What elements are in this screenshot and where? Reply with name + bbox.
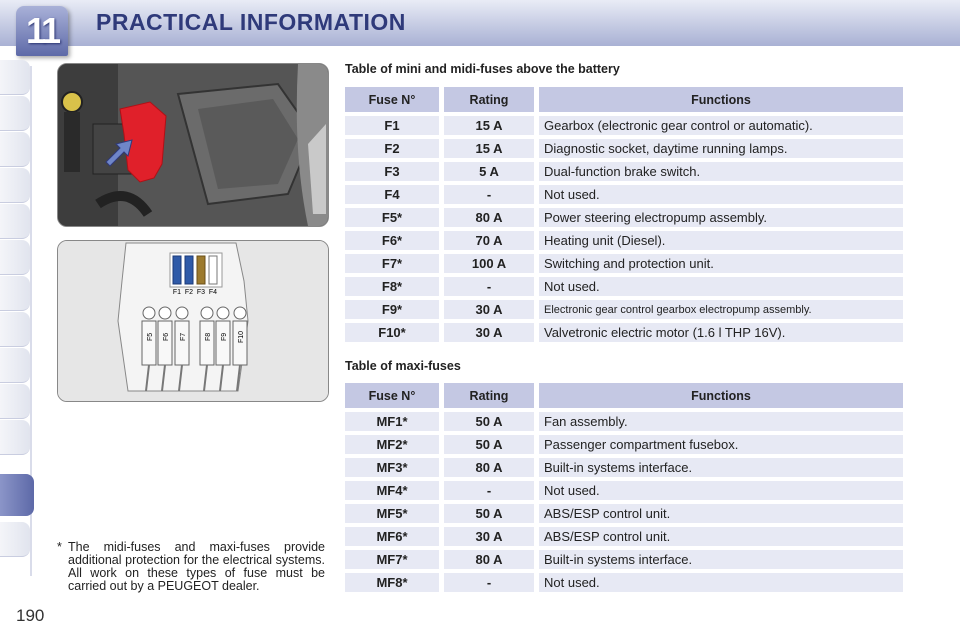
fuse-function: Power steering electropump assembly. <box>539 208 903 227</box>
fusebox-diagram <box>57 240 329 402</box>
table-row <box>345 573 903 592</box>
table-row <box>345 162 903 181</box>
maxi-table-title: Table of maxi-fuses <box>345 359 461 373</box>
mini-midi-table-title: Table of mini and midi-fuses above the battery <box>345 62 620 76</box>
fuse-number: F2 <box>345 139 439 158</box>
fuse-number: F6* <box>345 231 439 250</box>
fuse-function: Heating unit (Diesel). <box>539 231 903 250</box>
fuse-number: F8* <box>345 277 439 296</box>
footnote-text: The midi-fuses and maxi-fuses provide additional protection for the electrical systems. All work on these types of fuse must be carried out by a PEUGEOT dealer. <box>68 540 325 593</box>
fuse-f1 <box>173 256 181 284</box>
fuse-function: Not used. <box>539 185 903 204</box>
chapter-tab[interactable] <box>0 522 30 557</box>
fuse-number: MF6* <box>345 527 439 546</box>
fuse-function: Valvetronic electric motor (1.6 l THP 16V). <box>539 323 903 342</box>
header-functions: Functions <box>539 87 903 112</box>
fuse-f4 <box>209 256 217 284</box>
diagram-label-f5: F5 <box>147 332 154 341</box>
table-row <box>345 231 903 250</box>
table-row <box>345 300 903 319</box>
fusebox-diagram-svg <box>58 241 328 401</box>
fuse-function: Not used. <box>539 573 903 592</box>
diagram-label-f4: F4 <box>208 289 218 296</box>
chapter-tab[interactable] <box>0 384 30 419</box>
fuse-rating: 30 A <box>444 323 534 342</box>
fuse-function: Not used. <box>539 277 903 296</box>
header-rating: Rating <box>444 87 534 112</box>
header-fuse-number: Fuse N° <box>345 383 439 408</box>
fuse-rating: 100 A <box>444 254 534 273</box>
chapter-tab[interactable] <box>0 204 30 239</box>
fuse-number: F1 <box>345 116 439 135</box>
fuse-number: MF4* <box>345 481 439 500</box>
fuse-rating: - <box>444 573 534 592</box>
diagram-label-f2: F2 <box>184 289 194 296</box>
chapter-badge <box>16 6 68 56</box>
fuse-number: MF8* <box>345 573 439 592</box>
table-row <box>345 139 903 158</box>
fuse-number: MF2* <box>345 435 439 454</box>
chapter-tab-active[interactable] <box>0 474 34 516</box>
chapter-tab[interactable] <box>0 168 30 203</box>
diagram-label-f7: F7 <box>180 332 187 341</box>
fuse-number: F5* <box>345 208 439 227</box>
page-number: 190 <box>16 606 45 625</box>
table-row <box>345 458 903 477</box>
fuse-number: MF5* <box>345 504 439 523</box>
fuse-rating: 70 A <box>444 231 534 250</box>
table-row <box>345 323 903 342</box>
fuse-function: ABS/ESP control unit. <box>539 527 903 546</box>
chapter-tab[interactable] <box>0 312 30 347</box>
fuse-function: Electronic gear control gearbox electropump assembly. <box>539 300 903 319</box>
table-row <box>345 550 903 569</box>
chapter-tab[interactable] <box>0 420 30 455</box>
table-row <box>345 481 903 500</box>
header-fuse-number: Fuse N° <box>345 87 439 112</box>
chapter-tab[interactable] <box>0 132 30 167</box>
table-row <box>345 435 903 454</box>
fuse-function: Built-in systems interface. <box>539 458 903 477</box>
fuse-rating: 80 A <box>444 208 534 227</box>
fuse-rating: - <box>444 481 534 500</box>
fuse-number: F3 <box>345 162 439 181</box>
fuse-function: Passenger compartment fusebox. <box>539 435 903 454</box>
mini-midi-fuse-table <box>345 87 903 346</box>
diagram-label-f6: F6 <box>163 332 170 341</box>
fuse-rating: 50 A <box>444 504 534 523</box>
fuse-function: ABS/ESP control unit. <box>539 504 903 523</box>
fuse-rating: 50 A <box>444 435 534 454</box>
table-row <box>345 412 903 431</box>
fuse-number: MF3* <box>345 458 439 477</box>
fuse-function: Dual-function brake switch. <box>539 162 903 181</box>
page-title: PRACTICAL INFORMATION <box>96 9 406 35</box>
fuse-rating: - <box>444 185 534 204</box>
chapter-tab[interactable] <box>0 276 30 311</box>
fuse-rating: 30 A <box>444 527 534 546</box>
fuse-rating: 50 A <box>444 412 534 431</box>
diagram-label-f3: F3 <box>196 289 206 296</box>
fuse-function: Fan assembly. <box>539 412 903 431</box>
chapter-tab[interactable] <box>0 240 30 275</box>
fuse-f3 <box>197 256 205 284</box>
footnote <box>57 541 325 593</box>
header-rating: Rating <box>444 383 534 408</box>
chapter-tabs <box>0 60 34 580</box>
diagram-label-f10: F10 <box>238 330 245 343</box>
chapter-number: 11 <box>25 10 59 51</box>
fuse-rating: 80 A <box>444 458 534 477</box>
table-row <box>345 254 903 273</box>
diagram-label-f9: F9 <box>221 332 228 341</box>
fuse-function: Not used. <box>539 481 903 500</box>
fuse-number: MF7* <box>345 550 439 569</box>
fuse-number: F10* <box>345 323 439 342</box>
table-row <box>345 116 903 135</box>
fuse-rating: 15 A <box>444 139 534 158</box>
fuse-rating: 5 A <box>444 162 534 181</box>
maxi-fuse-table <box>345 383 903 596</box>
fuse-function: Switching and protection unit. <box>539 254 903 273</box>
fuse-number: F7* <box>345 254 439 273</box>
fuse-rating: 30 A <box>444 300 534 319</box>
table-header-row <box>345 87 903 112</box>
fuse-function: Built-in systems interface. <box>539 550 903 569</box>
fuse-number: F9* <box>345 300 439 319</box>
fuse-function: Diagnostic socket, daytime running lamps. <box>539 139 903 158</box>
fuse-rating: 80 A <box>444 550 534 569</box>
engine-bay-illustration <box>58 64 328 226</box>
diagram-label-f8: F8 <box>205 332 212 341</box>
chapter-tab[interactable] <box>0 96 30 131</box>
table-row <box>345 277 903 296</box>
fuse-rating: - <box>444 277 534 296</box>
diagram-label-f1: F1 <box>172 289 182 296</box>
table-row <box>345 504 903 523</box>
chapter-tab[interactable] <box>0 60 30 95</box>
fuse-function: Gearbox (electronic gear control or automatic). <box>539 116 903 135</box>
header-functions: Functions <box>539 383 903 408</box>
chapter-tab[interactable] <box>0 348 30 383</box>
engine-bay-photo <box>57 63 329 227</box>
fuse-rating: 15 A <box>444 116 534 135</box>
table-row <box>345 208 903 227</box>
table-row <box>345 185 903 204</box>
footnote-marker: * <box>57 540 62 554</box>
table-header-row <box>345 383 903 408</box>
fuse-number: F4 <box>345 185 439 204</box>
fuse-number: MF1* <box>345 412 439 431</box>
fuse-f2 <box>185 256 193 284</box>
table-row <box>345 527 903 546</box>
